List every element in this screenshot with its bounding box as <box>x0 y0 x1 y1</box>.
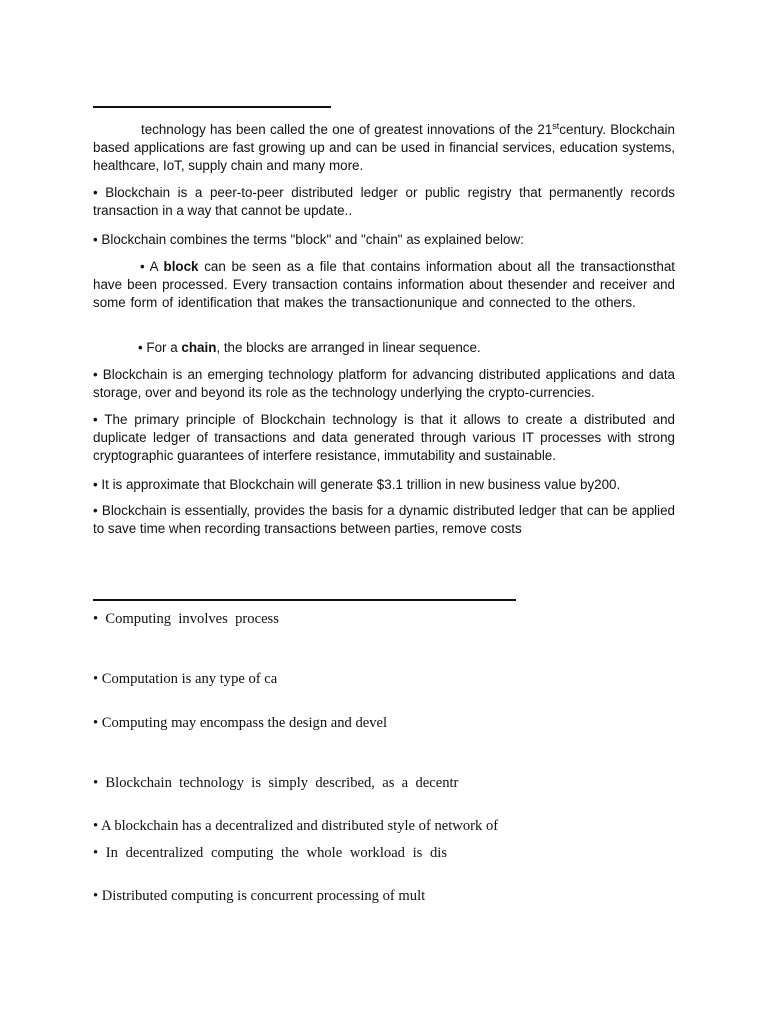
list-item: • Distributed computing is concurrent processing of mult <box>93 888 426 904</box>
intro-paragraph <box>93 121 675 175</box>
chain-prefix: • For a <box>138 340 178 355</box>
list-item: • Computing may encompass the design and devel <box>93 715 388 731</box>
intro-rest: century. Blockchain based applications are fast growing up and can be used in financial services, education systems, healthcare, IoT, supply chain and many more. <box>93 122 675 173</box>
list-item: • Blockchain technology is simply described, as a decentr <box>93 775 459 791</box>
intro-text: technology has been called the one of greatest innovations of the 21 <box>141 122 553 137</box>
bullet-combines: • Blockchain combines the terms "block" and "chain" as explained below: <box>93 232 524 247</box>
block-rest: can be seen as a file that contains information about all the transactionsthat have been processed. Every transaction contains information about thesender and receiver and some form of identification that makes the transactionunique and connected to the others. <box>93 259 675 310</box>
bullet-principle: • The primary principle of Blockchain technology is that it allows to create a distributed and duplicate ledger of transactions and data generated through various IT processes with strong cryptographic guarantees of interfere resistance, immutability and sustainable. <box>93 412 675 463</box>
section-2-heading-rule <box>93 599 516 601</box>
bullet-ledger: • Blockchain is a peer-to-peer distributed ledger or public registry that permanently records transaction in a way that cannot be update.. <box>93 185 675 218</box>
chain-rest: , the blocks are arranged in linear sequence. <box>216 340 481 355</box>
list-item: • Computing involves process <box>93 611 279 627</box>
block-term: block <box>163 259 199 274</box>
section-1-heading-rule <box>93 106 331 108</box>
block-prefix: • A <box>140 259 158 274</box>
bullet-chain-definition <box>138 339 720 357</box>
chain-term: chain <box>181 340 217 355</box>
list-item: • In decentralized computing the whole workload is dis <box>93 845 448 861</box>
bullet-value: • It is approximate that Blockchain will generate $3.1 trillion in new business value by200. <box>93 477 621 492</box>
list-item: • A blockchain has a decentralized and distributed style of network of <box>93 818 499 834</box>
bullet-basis: • Blockchain is essentially, provides the basis for a dynamic distributed ledger that can be applied to save time when recording transactions between parties, remove costs <box>93 503 675 536</box>
bullet-emerging: • Blockchain is an emerging technology platform for advancing distributed applications and data storage, over and beyond its role as the technology underlying the crypto-currencies. <box>93 367 675 400</box>
bullet-block-definition <box>93 258 675 312</box>
intro-superscript: st <box>552 121 560 131</box>
list-item: • Computation is any type of ca <box>93 671 278 687</box>
